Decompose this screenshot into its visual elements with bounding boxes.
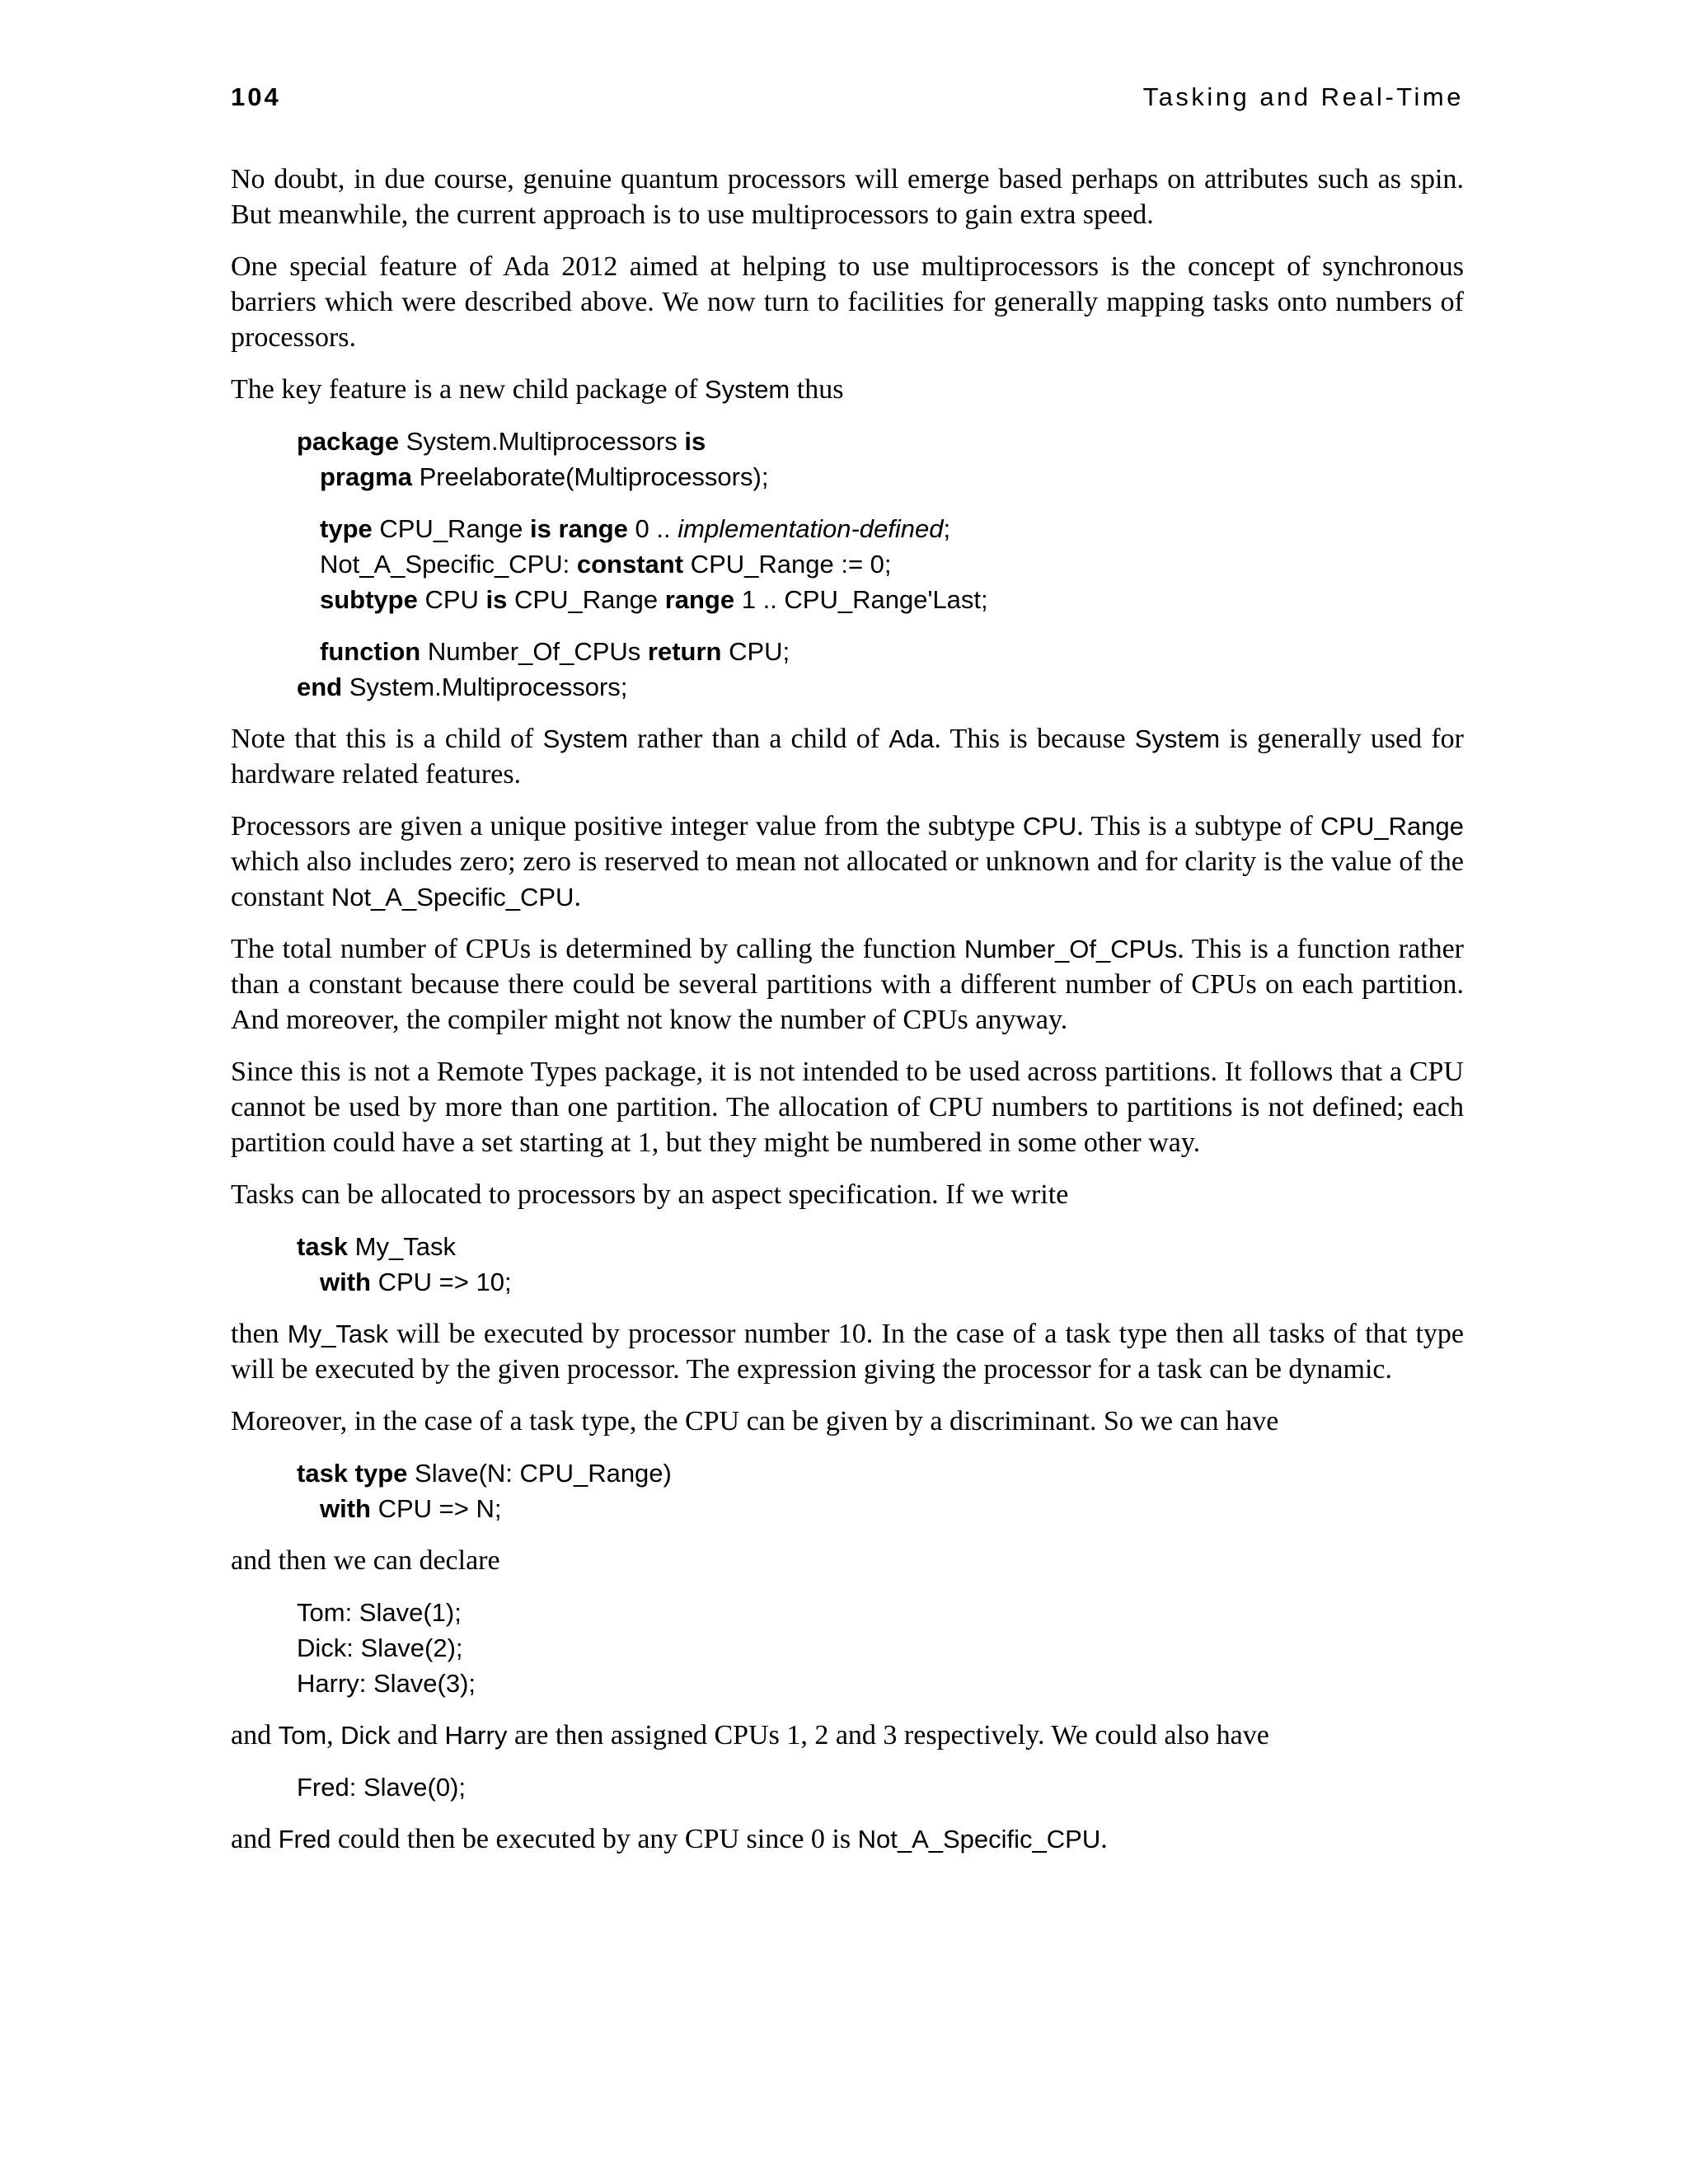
code-blank-line	[297, 494, 1464, 511]
code-identifier: Not_A_Specific_CPU	[857, 1825, 1101, 1854]
text-span: . This is a function rather than a constant because there could be several partitions with a different number of CPUs on each partition. And moreover, the compiler might not know the number of CPUs anyway.	[231, 934, 1464, 1035]
code-keyword: pragma	[320, 462, 412, 491]
code-identifier: Dick	[340, 1721, 391, 1750]
code-text: CPU_Range	[372, 514, 531, 543]
code-line	[297, 669, 1464, 705]
code-identifier: System	[542, 724, 628, 753]
text-span: The total number of CPUs is determined by calling the function	[231, 934, 964, 964]
code-block-package	[297, 424, 1464, 705]
code-line	[297, 582, 1464, 617]
code-line	[297, 1491, 1464, 1526]
code-text: My_Task	[348, 1232, 456, 1261]
code-text: ;	[943, 514, 951, 543]
paragraph-9	[231, 1316, 1464, 1387]
code-keyword: is	[684, 427, 706, 456]
text-span: Note that this is a child of	[231, 724, 543, 754]
paragraph-10: Moreover, in the case of a task type, the CPU can be given by a discriminant. So we can have	[231, 1406, 1279, 1436]
text-span: .	[574, 882, 581, 912]
running-header: Tasking and Real-Time	[1142, 82, 1464, 111]
code-keyword: type	[320, 514, 373, 543]
code-block-task	[297, 1229, 1464, 1300]
code-keyword: range	[664, 585, 735, 614]
paragraph-8: Tasks can be allocated to processors by an aspect specification. If we write	[231, 1179, 1069, 1210]
text-span: . This is a subtype of	[1076, 811, 1320, 841]
text-span: is generally used for hardware related features.	[231, 724, 1464, 790]
code-identifier: Fred	[278, 1825, 331, 1854]
code-keyword: with	[320, 1494, 371, 1523]
code-text: CPU_Range := 0;	[683, 550, 892, 579]
paragraph-12	[231, 1718, 1464, 1753]
text-span: and	[231, 1720, 279, 1750]
code-line	[297, 546, 1464, 582]
code-identifier: Number_Of_CPUs	[964, 935, 1178, 963]
code-identifier: CPU_Range	[1320, 812, 1464, 841]
text-span: Processors are given a unique positive integer value from the subtype	[231, 811, 1023, 841]
code-keyword: task type	[297, 1459, 408, 1488]
text-span: which also includes zero; zero is reserved to mean not allocated or unknown and for clarity is the value of the constant	[231, 846, 1464, 912]
text-span: . This is because	[934, 724, 1135, 754]
text-span: could then be executed by any CPU since 0 is	[331, 1824, 858, 1854]
paragraph-2: One special feature of Ada 2012 aimed at helping to use multiprocessors is the concept of synchronous barriers which were described above. We now turn to facilities for generally mapping tasks onto numbers of processors.	[231, 251, 1464, 353]
text-span: thus	[790, 374, 844, 405]
code-line	[297, 424, 1464, 459]
code-text: Preelaborate(Multiprocessors);	[411, 462, 769, 491]
code-identifier: Harry	[444, 1721, 508, 1750]
code-identifier: Tom	[278, 1721, 327, 1750]
code-text: System.Multiprocessors	[399, 427, 685, 456]
code-keyword: package	[297, 427, 400, 456]
code-text: System.Multiprocessors;	[342, 673, 628, 701]
code-blank-line	[297, 617, 1464, 634]
code-italic: implementation-defined	[678, 514, 944, 543]
code-identifier: CPU	[1022, 812, 1077, 841]
text-span: .	[1100, 1824, 1108, 1854]
code-text: CPU;	[721, 637, 790, 666]
page-number: 104	[231, 82, 281, 111]
code-identifier: My_Task	[287, 1319, 389, 1348]
code-line	[297, 459, 1464, 494]
paragraph-6	[231, 931, 1464, 1038]
code-text: 0 ..	[627, 514, 678, 543]
paragraph-4	[231, 721, 1464, 792]
code-text: CPU => 10;	[371, 1268, 512, 1296]
text-span: will be executed by processor number 10. In the case of a task type then all tasks of that type will be executed by the given processor. The expression giving the processor for a task can be dynamic.	[231, 1319, 1464, 1385]
code-keyword: return	[647, 637, 722, 666]
text-span: and	[231, 1824, 279, 1854]
code-text: CPU_Range	[507, 585, 665, 614]
paragraph-7: Since this is not a Remote Types package, it is not intended to be used across partitions. It follows that a CPU cannot be used by more than one partition. The allocation of CPU numbers to partitions is not defined; each partition could have a set starting at 1, but they might be numbered in some other way.	[231, 1057, 1464, 1158]
code-line: Dick: Slave(2);	[297, 1633, 463, 1662]
code-keyword: end	[297, 673, 343, 701]
text-span: The key feature is a new child package of	[231, 374, 705, 405]
code-keyword: function	[320, 637, 421, 666]
code-line: Tom: Slave(1);	[297, 1598, 462, 1627]
page-body	[231, 162, 1464, 1873]
paragraph-1: No doubt, in due course, genuine quantum processors will emerge based perhaps on attributes such as spin. But meanwhile, the current approach is to use multiprocessors to gain extra speed.	[231, 164, 1464, 230]
code-text: CPU => N;	[371, 1494, 502, 1523]
code-keyword: with	[320, 1268, 371, 1296]
code-text: Number_Of_CPUs	[420, 637, 648, 666]
code-text: CPU	[417, 585, 486, 614]
code-keyword: is	[485, 585, 508, 614]
code-line	[297, 511, 1464, 546]
code-keyword: subtype	[320, 585, 418, 614]
paragraph-13	[231, 1821, 1464, 1857]
code-line	[297, 634, 1464, 669]
code-block-fred	[297, 1769, 1464, 1805]
code-line	[297, 1229, 1464, 1264]
text-span: and	[390, 1720, 445, 1750]
paragraph-3	[231, 372, 1464, 407]
code-identifier: Ada	[889, 724, 935, 753]
text-span: then	[231, 1319, 288, 1349]
paragraph-5	[231, 808, 1464, 915]
paragraph-11: and then we can declare	[231, 1545, 500, 1576]
code-line: Harry: Slave(3);	[297, 1669, 476, 1698]
code-text: 1 .. CPU_Range'Last;	[734, 585, 988, 614]
code-line: Fred: Slave(0);	[297, 1773, 467, 1802]
code-line	[297, 1455, 1464, 1491]
code-block-task-type	[297, 1455, 1464, 1526]
code-identifier: System	[1134, 724, 1221, 753]
code-text: Not_A_Specific_CPU:	[320, 550, 577, 579]
code-keyword: constant	[576, 550, 684, 579]
code-identifier: Not_A_Specific_CPU	[331, 883, 574, 912]
code-keyword: is range	[530, 514, 628, 543]
text-span: are then assigned CPUs 1, 2 and 3 respectively. We could also have	[507, 1720, 1269, 1750]
code-block-declarations	[297, 1595, 1464, 1701]
code-text: Slave(N: CPU_Range)	[407, 1459, 672, 1488]
text-span: rather than a child of	[627, 724, 889, 754]
text-span: ,	[326, 1720, 341, 1750]
code-identifier: System	[704, 375, 790, 404]
code-keyword: task	[297, 1232, 349, 1261]
code-line	[297, 1264, 1464, 1300]
